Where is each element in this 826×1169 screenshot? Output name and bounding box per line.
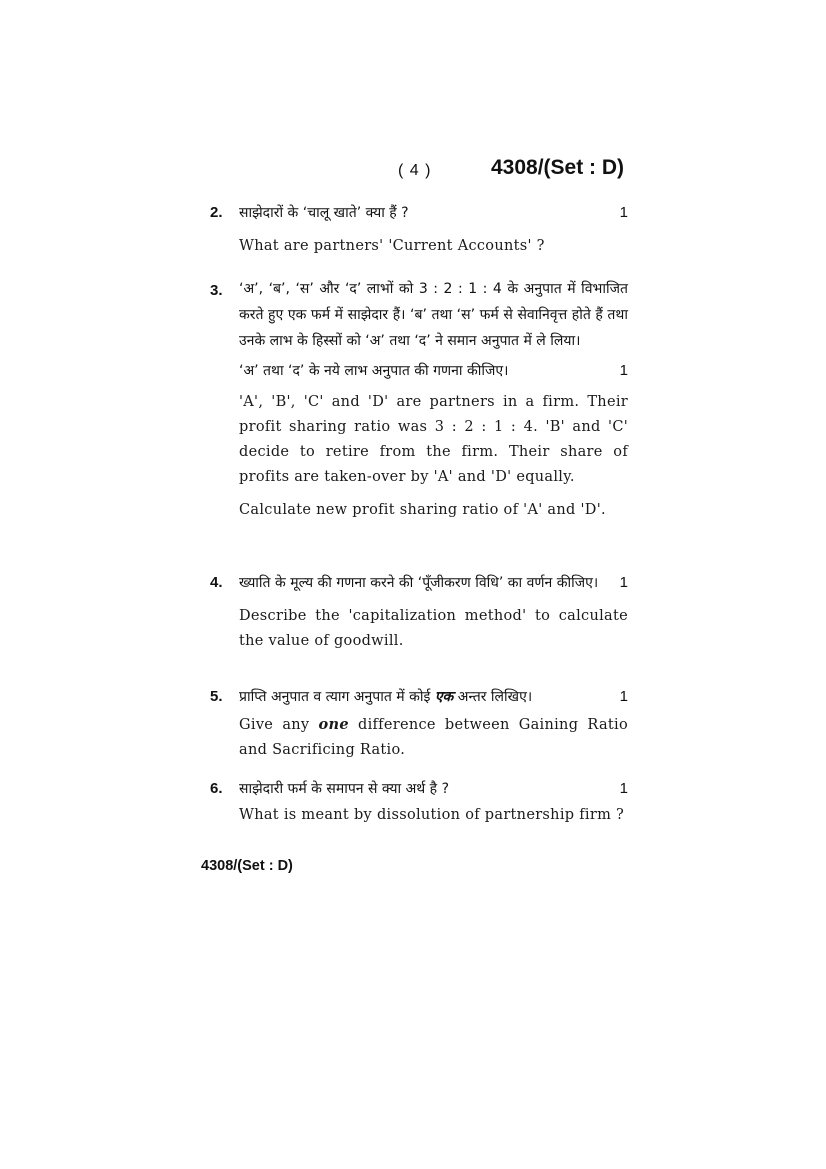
question-number: 5. [210, 688, 223, 705]
hindi-text: साझेदारी फर्म के समापन से क्या अर्थ है ? [239, 781, 449, 797]
marks: 1 [619, 780, 628, 797]
question-2 [210, 200, 628, 259]
hindi-text: साझेदारों के ‘चालू खाते’ क्या हैं ? [239, 205, 409, 221]
question-hindi: ‘अ’, ‘ब’, ‘स’ और ‘द’ लाभों को 3 : 2 : 1 : 4 के अनुपात में विभाजित करते हुए एक फर्म में साझेदार हैं। ‘ब’ तथा ‘स’ फर्म से सेवानिवृत्त होते हैं तथा उनके लाभ के हिस्सों को ‘अ’ तथा ‘द’ ने समान अनुपात में ले लिया। [239, 281, 628, 349]
english-text-part: difference between Gaining Ratio and Sacrificing Ratio. [239, 717, 628, 758]
marks: 1 [619, 362, 628, 379]
question-hindi [239, 776, 628, 802]
question-hindi-task [239, 358, 628, 384]
hindi-task-text: ‘अ’ तथा ‘द’ के नये लाभ अनुपात की गणना कीजिए। [239, 363, 509, 379]
question-hindi [239, 570, 628, 596]
hindi-text-part: प्राप्ति अनुपात व त्याग अनुपात में कोई [239, 689, 435, 705]
marks: 1 [619, 204, 628, 221]
hindi-text-part: अन्तर लिखिए। [453, 689, 533, 705]
hindi-text: ख्याति के मूल्य की गणना करने की ‘पूँजीकरण विधि’ का वर्णन कीजिए। [239, 575, 599, 591]
question-english [239, 712, 628, 763]
hindi-emphasis: एक [434, 689, 454, 705]
page-number: ( 4 ) [398, 162, 432, 179]
question-number: 6. [210, 780, 223, 797]
question-hindi [239, 200, 628, 226]
english-emphasis: one [318, 716, 349, 733]
marks: 1 [619, 574, 628, 591]
question-3 [210, 276, 628, 523]
question-english: What is meant by dissolution of partnership firm ? [239, 807, 625, 823]
question-number: 3. [210, 282, 223, 299]
question-4 [210, 570, 628, 654]
english-text-part: Give any [239, 717, 319, 733]
question-6 [210, 776, 628, 826]
question-english-task: Calculate new profit sharing ratio of 'A' and 'D'. [239, 502, 606, 518]
question-hindi [239, 684, 628, 710]
marks: 1 [619, 688, 628, 705]
question-number: 2. [210, 204, 223, 221]
paper-code-header: 4308/(Set : D) [491, 156, 625, 179]
paper-code-footer: 4308/(Set : D) [201, 858, 293, 874]
question-english: 'A', 'B', 'C' and 'D' are partners in a firm. Their profit sharing ratio was 3 : 2 : 1 : 4. 'B' and 'C' decide to retire from the firm. Their share of profits are taken-over by 'A' and 'D' equally. [239, 394, 628, 485]
question-5 [210, 684, 628, 763]
page-header [0, 156, 826, 186]
question-english: Describe the 'capitalization method' to calculate the value of goodwill. [239, 608, 628, 649]
question-english: What are partners' 'Current Accounts' ? [239, 238, 545, 254]
question-number: 4. [210, 574, 223, 591]
